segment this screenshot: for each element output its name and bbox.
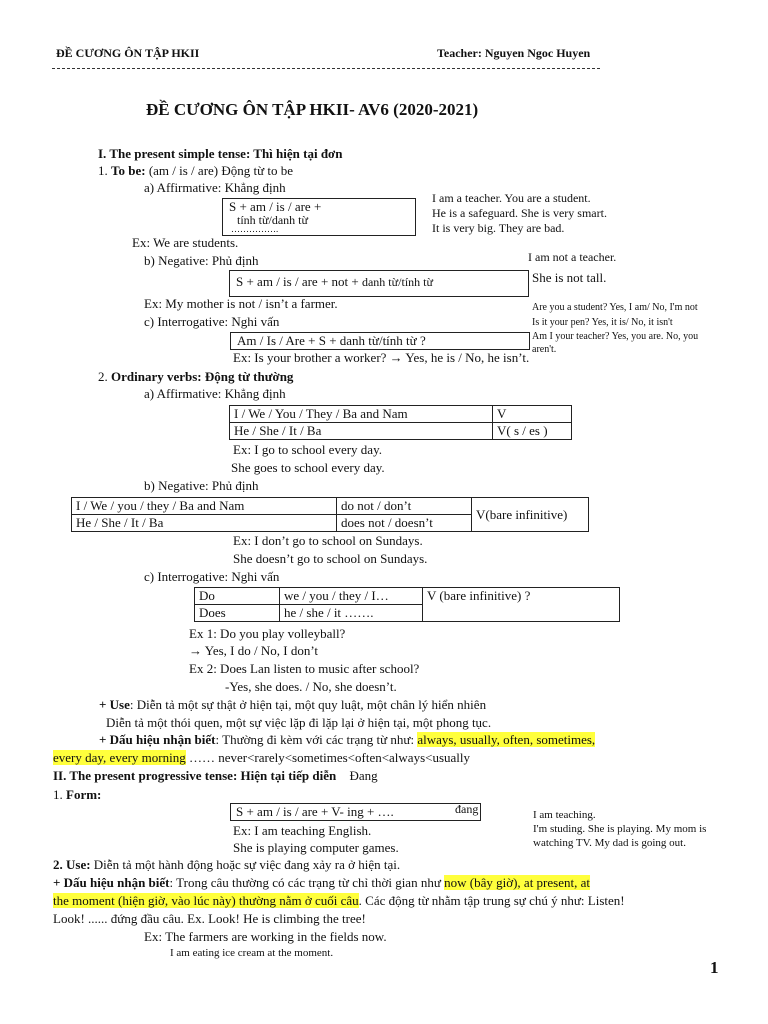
- interrogative-label: c) Interrogative: Nghi vấn: [144, 314, 280, 329]
- table-row: Does he / she / it …….: [195, 605, 620, 622]
- progressive-ex-4: I am eating ice cream at the moment.: [170, 947, 334, 959]
- affirmative-formula: S + am / is / are +: [229, 199, 322, 214]
- table-row: I / We / You / They / Ba and Nam V: [230, 406, 572, 423]
- interrogative-example: Ex: Is your brother a worker? → Yes, he is / No, he isn’t.: [233, 350, 530, 365]
- ordinary-aff-ex-2: She goes to school every day.: [231, 460, 385, 475]
- progressive-side-3: watching TV. My dad is going out.: [533, 837, 686, 849]
- header-teacher: [437, 47, 590, 61]
- negative-formula-box: [229, 270, 529, 297]
- table-row: Do we / you / they / I… V (bare infinitive) ?: [195, 588, 620, 605]
- page-number: 1: [710, 958, 719, 977]
- affirmative-example: Ex: We are students.: [132, 235, 239, 250]
- progressive-side-2: I'm studing. She is playing. My mom is: [533, 823, 707, 835]
- table-row: I / We / you / they / Ba and Nam do not / don’t V(bare infinitive): [72, 498, 589, 515]
- ordinary-neg-label: b) Negative: Phủ định: [144, 478, 259, 493]
- side-aff-1: I am a teacher. You are a student.: [432, 191, 591, 205]
- header-title: ĐỀ CƯƠNG ÔN TẬP HKII: [56, 46, 200, 60]
- teacher-name: Nguyen Ngoc Huyen: [484, 46, 591, 60]
- negative-label: b) Negative: Phủ định: [144, 253, 259, 268]
- progressive-ex-3: Ex: The farmers are working in the fields now.: [144, 929, 387, 944]
- negative-formula: S + am / is / are + not + danh từ/tính từ: [236, 274, 433, 289]
- affirmative-dots: …………….: [231, 224, 279, 234]
- ordinary-int-ex-4: -Yes, she does. / No, she doesn’t.: [225, 679, 397, 694]
- progressive-signs-1: + Dấu hiệu nhận biết: Trong câu thường có các trạng từ chỉ thời gian như now (bây giờ), at present, at: [53, 875, 590, 890]
- progressive-formula-box: [230, 803, 481, 821]
- progressive-side-1: I am teaching.: [533, 809, 596, 821]
- simple-signs: + Dấu hiệu nhận biết: Thường đi kèm với các trạng từ như: always, usually, often, sometimes,: [99, 732, 596, 747]
- side-neg-2: She is not tall.: [532, 270, 607, 285]
- ordinary-aff-ex-1: Ex: I go to school every day.: [233, 442, 382, 457]
- teacher-label: Teacher:: [437, 46, 482, 60]
- side-int-1: Are you a student? Yes, I am/ No, I'm not: [532, 302, 698, 313]
- ordinary-verbs-heading: 2. Ordinary verbs: Động từ thường: [98, 369, 294, 384]
- document-title: ĐỀ CƯƠNG ÔN TẬP HKII- AV6 (2020-2021): [146, 100, 479, 119]
- section-2-heading: II. The present progressive tense: Hiện tại tiếp diễn Đang: [53, 768, 378, 783]
- ordinary-int-table: [194, 587, 620, 622]
- progressive-formula: S + am / is / are + V- ing + ….: [236, 804, 394, 819]
- progressive-formula-note: đang: [455, 802, 479, 816]
- ordinary-int-ex-1: Ex 1: Do you play volleyball?: [189, 626, 346, 641]
- ordinary-int-label: c) Interrogative: Nghi vấn: [144, 569, 280, 584]
- affirmative-formula-2: tính từ/danh từ: [237, 213, 309, 227]
- simple-use-1: + Use: Diễn tả một sự thật ở hiện tại, một quy luật, một chân lý hiển nhiên: [99, 697, 487, 712]
- progressive-look: Look! ...... đứng đầu câu. Ex. Look! He is climbing the tree!: [53, 911, 366, 926]
- progressive-form-label: 1. Form:: [53, 787, 102, 802]
- ordinary-aff-table: [229, 405, 572, 440]
- affirmative-formula-box: [222, 198, 416, 236]
- side-int-3: Am I your teacher? Yes, you are. No, you: [532, 331, 699, 342]
- side-int-2: Is it your pen? Yes, it is/ No, it isn't: [532, 317, 673, 328]
- side-neg-1: I am not a teacher.: [528, 250, 617, 264]
- ordinary-neg-ex-1: Ex: I don’t go to school on Sundays.: [233, 533, 423, 548]
- negative-example: Ex: My mother is not / isn’t a farmer.: [144, 296, 338, 311]
- progressive-ex-1: Ex: I am teaching English.: [233, 823, 372, 838]
- ordinary-aff-label: a) Affirmative: Khẳng định: [144, 386, 286, 401]
- tobe-line: 1. To be: (am / is / are) Động từ to be: [98, 163, 294, 178]
- table-row: He / She / It / Ba V( s / es ): [230, 423, 572, 440]
- ordinary-neg-table: [71, 497, 589, 532]
- progressive-signs-2: the moment (hiện giờ, vào lúc này) thường nằm ở cuối câu. Các động từ nhằm tập trung sự chú ý như: Listen!: [53, 893, 625, 908]
- interrogative-formula: Am / Is / Are + S + danh từ/tính từ ?: [237, 333, 426, 348]
- simple-signs-2: every day, every morning …… never<rarely<sometimes<often<always<usually: [53, 750, 471, 765]
- simple-use-2: Diễn tả một thói quen, một sự việc lặp đi lặp lại ở hiện tại, một phong tục.: [106, 715, 492, 730]
- header-divider: [52, 68, 600, 69]
- ordinary-int-ex-3: Ex 2: Does Lan listen to music after school?: [189, 661, 420, 676]
- table-row: He / She / It / Ba does not / doesn’t: [72, 515, 589, 532]
- progressive-use: 2. Use: Diễn tả một hành động hoặc sự việc đang xảy ra ở hiện tại.: [53, 857, 401, 872]
- side-int-4: aren't.: [532, 344, 557, 355]
- progressive-ex-2: She is playing computer games.: [233, 840, 399, 855]
- ordinary-neg-ex-2: She doesn’t go to school on Sundays.: [233, 551, 428, 566]
- section-1-heading: I. The present simple tense: Thì hiện tại đơn: [98, 146, 343, 161]
- side-aff-3: It is very big. They are bad.: [432, 221, 565, 235]
- interrogative-formula-box: [230, 332, 530, 350]
- affirmative-label: a) Affirmative: Khẳng định: [144, 180, 286, 195]
- ordinary-int-ex-2: → Yes, I do / No, I don’t: [189, 643, 319, 658]
- side-aff-2: He is a safeguard. She is very smart.: [432, 206, 607, 220]
